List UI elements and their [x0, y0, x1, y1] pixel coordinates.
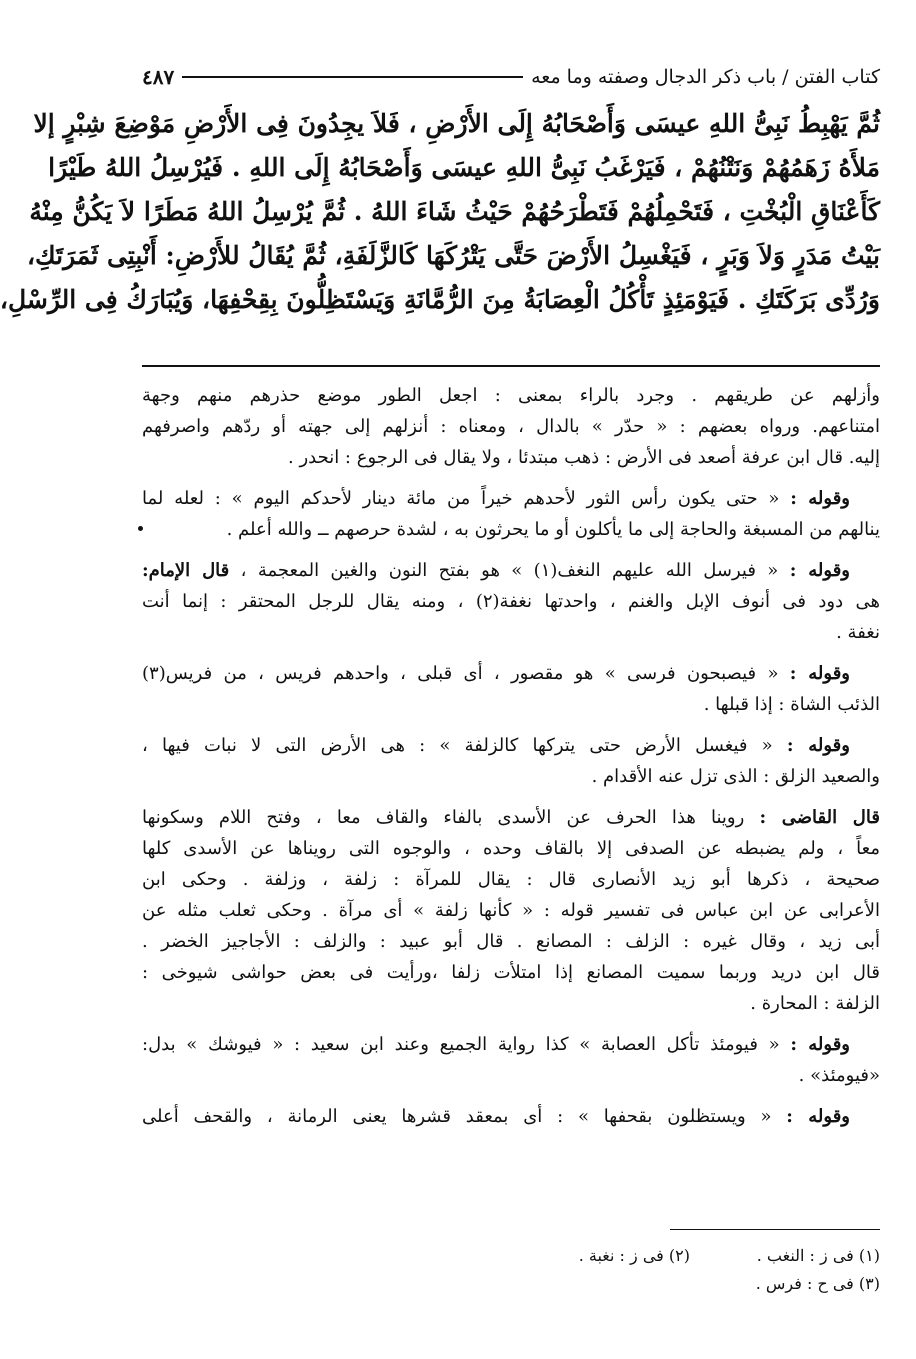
- commentary-line: وأزلهم عن طريقهم . وجرد بالراء بمعنى : اجعل الطور موضع حذرهم منهم وجهة: [142, 385, 880, 406]
- commentary-paragraph: [142, 380, 880, 473]
- lead-keyword: وقوله :: [786, 1106, 850, 1127]
- lead-keyword: وقوله :: [789, 663, 850, 684]
- commentary-line: نغفة .: [836, 622, 880, 643]
- header-title: كتاب الفتن / باب ذكر الدجال وصفته وما معه: [531, 66, 880, 88]
- commentary-paragraph: [142, 483, 880, 545]
- commentary-paragraph: [142, 730, 880, 792]
- commentary-line: صحيحة ، ذكرها أبو زيد الأنصارى قال : يقال للمرآة : زلفة ، وزلفة . وحكى ابن: [142, 869, 880, 890]
- commentary-paragraph: [142, 1101, 880, 1132]
- commentary-paragraph: [142, 1029, 880, 1091]
- footnote-row: [142, 1270, 880, 1298]
- hadith-line: ثُمَّ يَهْبِطُ نَبِىُّ اللهِ عيسَى وَأَصْحَابُهُ إِلَى الأَرْضِ ، فَلاَ يجِدُونَ فِى الأَرْضِ مَوْضِعَ شِبْرٍ إلا: [33, 109, 880, 138]
- commentary-line: الزلفة : المحارة .: [750, 993, 880, 1014]
- lead-keyword: وقوله :: [790, 488, 850, 509]
- lead-keyword: وقوله :: [786, 735, 850, 756]
- commentary-line: إليه. قال ابن عرفة أصعد فى الأرض : ذهب مبتدئا ، ولا يقال فى الرجوع : انحدر .: [288, 447, 880, 468]
- commentary-line: «فيومئذ» .: [798, 1065, 880, 1086]
- lead-keyword: وقوله :: [790, 1034, 850, 1055]
- commentary-line: وقوله : « فيومئذ تأكل العصابة » كذا رواية الجميع وعند ابن سعيد : « فيوشك » بدل:: [142, 1034, 850, 1055]
- footnote-3: (٣) فى ح : فرس .: [755, 1274, 880, 1293]
- commentary-paragraph: [142, 658, 880, 720]
- commentary-line: قال القاضى : روينا هذا الحرف عن الأسدى بالفاء والقاف معا ، وفتح اللام وسكونها: [142, 807, 880, 828]
- book-page: [0, 62, 881, 1332]
- lead-keyword: قال القاضى :: [759, 807, 880, 828]
- commentary-line: والصعيد الزلق : الذى تزل عنه الأقدام .: [591, 766, 880, 787]
- commentary-line: وقوله : « فيرسل الله عليهم النغف(١) » هو بفتح النون والغين المعجمة ، قال الإمام:: [142, 560, 850, 581]
- commentary-line: وقوله : « فيغسل الأرض حتى يتركها كالزلفة » : هى الأرض التى لا نبات فيها ،: [142, 735, 850, 756]
- commentary-line: وقوله : « حتى يكون رأس الثور لأحدهم خيراً من مائة دينار لأحدكم اليوم » : لعله لما: [142, 488, 850, 509]
- hadith-line: وَرُدِّى بَرَكَتَكِ . فَيَوْمَئِذٍ تَأْكُلُ الْعِصَابَةُ مِنَ الرُّمَّانَةِ وَيَسْتَظِلُّونَ بِقِحْفِهَا، وَيُبَارَكُ فِى الرِّسْلِ،: [0, 285, 880, 314]
- ink-dot: [138, 526, 143, 531]
- hadith-text: [0, 102, 880, 322]
- footnote-row: [142, 1242, 880, 1270]
- footnotes: [142, 1242, 880, 1298]
- commentary-line: الأعرابى عن ابن عباس فى تفسير قوله : « كأنها زلفة » أى مرآة . وحكى ثعلب مثله عن: [142, 900, 880, 921]
- commentary-line: معاً ، ولم يضبطه عن الصدفى إلا بالقاف وحده ، والوجوه التى رويناها عن الأسدى كلها: [142, 838, 880, 859]
- lead-keyword: وقوله :: [789, 560, 850, 581]
- footnote-1: (١) فى ز : النغب .: [756, 1246, 880, 1265]
- running-header: [142, 62, 880, 92]
- commentary-line: أبى زيد ، وقال غيره : الزلف : المصانع . قال أبو عبيد : والزلف : الأجاجيز الخضر .: [142, 931, 880, 952]
- inline-keyword: قال الإمام:: [142, 560, 230, 581]
- commentary-line: الذئب الشاة : إذا قبلها .: [703, 694, 880, 715]
- commentary-line: وقوله : « ويستظلون بقحفها » : أى بمعقد قشرها يعنى الرمانة ، والقحف أعلى: [142, 1106, 850, 1127]
- commentary: [142, 380, 880, 1142]
- footnote-2: (٢) فى ز : نغبة .: [578, 1246, 690, 1265]
- page-number: ٤٨٧: [142, 65, 175, 89]
- header-rule: [182, 76, 523, 78]
- commentary-line: ينالهم من المسبغة والحاجة إلى ما يأكلون أو ما يحرثون به ، لشدة حرصهم ــ والله أعلم .: [226, 519, 880, 540]
- commentary-line: قال ابن دريد وربما سميت المصانع إذا امتلأت زلفا ،ورأيت فى بعض حواشى شيوخى :: [142, 962, 880, 983]
- commentary-line: وقوله : « فيصبحون فرسى » هو مقصور ، أى قبلى ، واحدهم فريس ، من فريس(٣): [142, 663, 850, 684]
- hadith-line: مَلأَهُ زَهَمُهُمْ وَنَتْنُهُمْ ، فَيَرْغَبُ نَبِىُّ اللهِ عيسَى وَأَصْحَابُهُ إِلَى اللهِ . فَيُرْسِلُ اللهُ طَيْرًا: [48, 153, 880, 182]
- commentary-line: امتناعهم. ورواه بعضهم : « حدّر » بالدال ، ومعناه : أنزلهم إلى جهته أو ردّهم واصرفهم: [142, 416, 880, 437]
- commentary-paragraph: [142, 555, 880, 648]
- commentary-paragraph: [142, 802, 880, 1019]
- footnote-rule: [670, 1229, 880, 1230]
- section-divider: [142, 365, 880, 367]
- commentary-line: هى دود فى أنوف الإبل والغنم ، واحدتها نغفة(٢) ، ومنه يقال للرجل المحتقر : إنما أنت: [142, 591, 881, 612]
- hadith-line: كَأَعْنَاقِ الْبُخْتِ ، فَتَحْمِلُهُمْ فَتَطْرَحُهُمْ حَيْثُ شَاءَ اللهُ . ثُمَّ يُرْسِلُ اللهُ مَطَرًا لاَ يَكُنُّ مِنْهُ: [29, 197, 880, 226]
- hadith-line: بَيْتُ مَدَرٍ وَلاَ وَبَرٍ ، فَيَغْسِلُ الأَرْضَ حَتَّى يَتْرُكَهَا كَالزَّلَفَةِ، ثُمَّ يُقَالُ للأَرْضِ: أَنْبِتِى ثَمَرَتَكِ،: [26, 241, 880, 270]
